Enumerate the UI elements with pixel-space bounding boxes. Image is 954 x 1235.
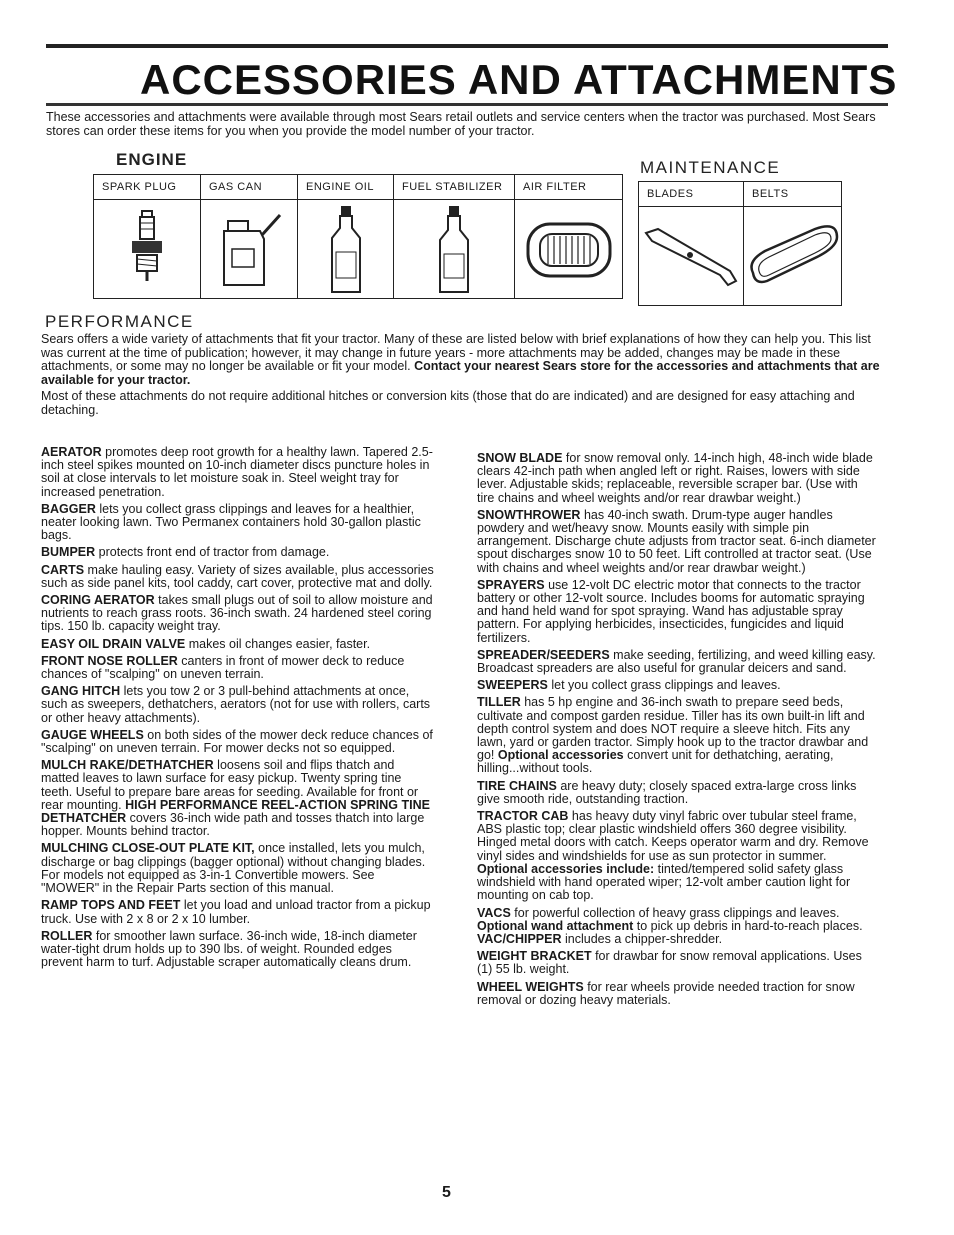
gas-can-icon [201,200,298,299]
list-item: EASY OIL DRAIN VALVE makes oil changes easier, faster. [41,636,371,651]
spark-plug-icon [94,200,201,299]
list-item: SWEEPERS let you collect grass clippings and leaves. [477,678,781,693]
list-item: SNOWTHROWER has 40-inch swath. Drum-type auger handles powdery and wet/heavy snow. Mounts easily with simple pin arrangement. Discharge chute adjusts from tractor seat. 6-inch diameter spout discharges snow 10 to 50 feet. Lift controlled at tractor seat. (Use with chains and wheel weights and/or rear drawbar weight.) [477,507,876,575]
list-item: GANG HITCH lets you tow 2 or 3 pull-behind attachments at once, such as sweepers, dethatchers, aerators (not for use with rollers, carts or other heavy attachments). [41,684,431,725]
maintenance-parts-table [638,181,842,306]
maintenance-heading: MAINTENANCE [640,158,781,177]
list-item: TRACTOR CAB has heavy duty vinyl fabric over tubular steel frame, ABS plastic top; clear plastic windshield offers 360 degree visibility. Hinged metal doors with catch. Keeps operator warm and dry. Remove vinyl sides and windshields for use as sun protector in summer. Optional accessories include: tinted/tempered solid safety glass windshield with hand operated wiper; 12-volt amber caution light for mounting on cab top. [477,809,869,903]
engine-oil-bottle-icon [298,200,394,299]
list-item: ROLLER for smoother lawn surface. 36-inch wide, 18-inch diameter water-tight drum holds up to 390 lbs. of weight. Rounded edges prevent harm to turf. Adjustable scraper automatically cleans drum. [41,928,417,970]
part-label: GAS CAN [201,175,298,200]
page-number: 5 [442,1184,451,1201]
belt-icon [744,207,842,306]
list-item: AERATOR promotes deep root growth for a healthy lawn. Tapered 2.5-inch steel spikes mounted on 10-inch diameter discs puncture holes in soil at close intervals to let moisture soak in. Steel weight tray for increased penetration. [41,445,433,499]
list-item: CORING AERATOR takes small plugs out of soil to allow moisture and nutrients to reach grass roots. 36-inch swath. 24 hardened steel coring tips. 150 lb. capacity weight tray. [41,593,433,634]
list-item: SPREADER/SEEDERS make seeding, fertilizing, and weed killing easy. Broadcast spreaders are also useful for granular deicers and sand. [477,647,876,676]
part-label: BELTS [744,182,842,207]
performance-paragraph-2: Most of these attachments do not require additional hitches or conversion kits (those that do are indicated) and are designed for easy attaching and detaching. [41,389,855,417]
list-item: BUMPER protects front end of tractor from damage. [41,545,330,560]
performance-heading: PERFORMANCE [45,312,194,331]
part-label: BLADES [639,182,744,207]
mower-blade-icon [639,207,744,306]
list-item: VACS for powerful collection of heavy grass clippings and leaves. Optional wand attachment to pick up debris in hard-to-reach places. VAC/CHIPPER includes a chipper-shredder. [477,905,863,946]
list-item: RAMP TOPS AND FEET let you load and unload tractor from a pickup truck. Use with 2 x 8 or 2 x 10 lumber. [41,898,431,926]
performance-paragraph: Sears offers a wide variety of attachments that fit your tractor. Many of these are listed below with brief explanations of how they can help you. This list was current at the time of publication; however, it may change in future years - more attachments may be added, changes may be made in these attachments, or some may no longer be available or fit your model. [41,332,871,373]
title-rule [46,103,888,106]
performance-intro [41,333,881,420]
page-title: ACCESSORIES AND ATTACHMENTS [140,56,898,103]
list-item: WEIGHT BRACKET for drawbar for snow removal applications. Uses (1) 55 lb. weight. [477,949,862,977]
engine-heading: ENGINE [116,150,188,169]
list-item: MULCHING CLOSE-OUT PLATE KIT, once installed, lets you mulch, discharge or bag clippings (bagger optional) without changing blades. For models not equipped as 3-in-1 Convertible mowers. See "MOWER" in the Repair Parts section of this manual. [41,841,426,896]
attachments-right-column [477,452,877,1011]
part-label: AIR FILTER [515,175,623,200]
list-item: WHEEL WEIGHTS for rear wheels provide needed traction for snow removal or dozing heavy materials. [477,979,855,1007]
part-label: FUEL STABILIZER [394,175,515,200]
list-item: FRONT NOSE ROLLER canters in front of mower deck to reduce chances of "scalping" on uneven terrain. [41,653,405,682]
fuel-stabilizer-bottle-icon [394,200,515,299]
engine-parts-table [93,174,623,299]
intro-text: These accessories and attachments were available through most Sears retail outlets and service centers when the tractor was purchased. Most Sears stores can order these items for you when you provide the model number of your tractor. [46,110,876,138]
list-item: SPRAYERS use 12-volt DC electric motor that connects to the tractor battery or other 12-volt source. Includes booms for automatic spraying and hand held wand for spot spraying. Wand has adjustable spray pattern. For applying herbicides, insecticides, fungicides and liquid fertilizers. [477,577,865,645]
list-item: TILLER has 5 hp engine and 36-inch swath to prepare seed beds, cultivate and compost garden residue. Tiller has its own built-in lift and depth control system and does NOT require a sleeve hitch. Fits any lawn, yard or garden tractor. Simply hook up to the tractor drawbar and go! Optional accessories convert unit for dethatching, aerating, hilling...without tools. [477,695,869,776]
performance-paragraph-bold: Contact your nearest Sears store for the accessories and attachments that are available for your tractor. [41,359,880,387]
air-filter-icon [515,200,623,299]
part-label: SPARK PLUG [94,175,201,200]
attachments-left-column [41,446,436,973]
list-item: CARTS make hauling easy. Variety of sizes available, plus accessories such as side panel kits, tool caddy, cart cover, protective mat and dolly. [41,562,434,590]
list-item: GAUGE WHEELS on both sides of the mower deck reduce chances of "scalping" on uneven terrain. For mower decks not so equipped. [41,727,433,756]
list-item: SNOW BLADE for snow removal only. 14-inch high, 48-inch wide blade clears 42-inch path when angled left or right. Raises, lowers with side lever. Adjustable skids; replaceable, reversible scraper bar. (Use with tire chains and wheel weights and/or rear drawbar weight.) [477,451,873,505]
top-rule [46,44,888,48]
list-item: TIRE CHAINS are heavy duty; closely spaced extra-large cross links give smooth ride, outstanding traction. [477,778,857,806]
list-item: BAGGER lets you collect grass clippings and leaves for a healthier, neater looking lawn. Two Permanex containers hold 30-gallon plastic bags. [41,501,421,543]
part-label: ENGINE OIL [298,175,394,200]
list-item: MULCH RAKE/DETHATCHER loosens soil and flips thatch and matted leaves to lawn surface for easy pickup. Twenty spring tine teeth. Useful to prepare bare areas for seeding. Available for front or rear mounting. HIGH PERFORMANCE REEL-ACTION SPRING TINE DETHATCHER covers 36-inch wide path and tosses thatch into large hopper. Mounts behind tractor. [41,758,430,839]
